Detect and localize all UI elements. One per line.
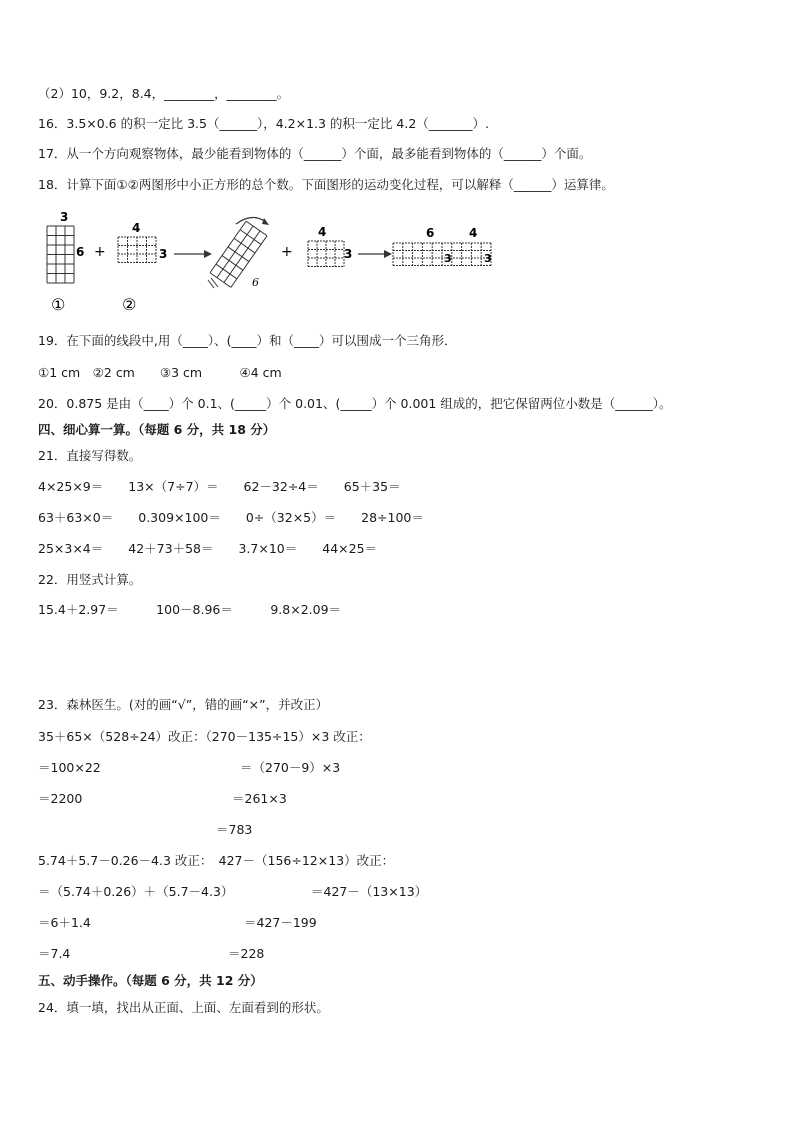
grid-4x3-b xyxy=(308,241,344,267)
text-line-l04: 18．计算下面①②两图形中小正方形的总个数。下面图形的运动变化过程，可以解释（______）运算律。 xyxy=(38,177,614,192)
text-line-l11: 63＋63×0＝ 0.309×100＝ 0÷（32×5）＝ 28÷100＝ xyxy=(38,510,424,525)
grid3-vline xyxy=(228,247,249,262)
grid4-side-label: 3 xyxy=(344,247,353,261)
grid1-top-label: 3 xyxy=(60,210,69,224)
plus-sign-1: + xyxy=(94,244,106,260)
text-line-l23: ＝（5.74＋0.26）＋（5.7－4.3） xyxy=(38,884,234,899)
text-line-l05: 19．在下面的线段中,用（____）、(____）和（____）可以围成一个三角形． xyxy=(38,333,457,348)
text-line-l17: ＝100×22 xyxy=(38,760,101,775)
grid3-vline xyxy=(234,238,255,253)
grid2-side-label: 3 xyxy=(159,247,168,261)
text-line-l19: ＝2200 xyxy=(38,791,83,806)
text-line-l07: 20．0.875 是由（____）个 0.1、(_____）个 0.01、(_____）个 0.001 组成的，把它保留两位小数是（______）。 xyxy=(38,396,672,411)
grid-3x6 xyxy=(47,226,74,283)
rotation-marks xyxy=(208,278,218,288)
text-line-l16: 35＋65×（528÷24）改正：（270－135÷15）×3 改正： xyxy=(38,729,371,744)
grid3-vline xyxy=(240,230,261,245)
grid3-vline xyxy=(222,256,243,271)
text-line-l15: 23．森林医生。(对的画“√”，错的画“×”，并改正） xyxy=(38,697,329,712)
text-line-l08: 四、细心算一算。（每题 6 分，共 18 分） xyxy=(38,422,276,437)
grid4-top-label: 4 xyxy=(318,225,327,239)
grid2-top-label: 4 xyxy=(132,221,141,235)
text-line-l27: ＝7.4 xyxy=(38,946,71,961)
combined-top-label-a: 6 xyxy=(426,226,435,240)
rotation-arrow-icon xyxy=(236,217,266,224)
rotation-arrow-head xyxy=(262,218,269,225)
arrow-1-head xyxy=(204,250,212,258)
text-line-l10: 4×25×9＝ 13×（7÷7）＝ 62－32÷4＝ 65＋35＝ xyxy=(38,479,401,494)
text-line-l03: 17．从一个方向观察物体，最少能看到物体的（______）个面，最多能看到物体的（______）个面。 xyxy=(38,146,592,161)
figure-question-18 xyxy=(38,210,518,320)
figure-label-1: ① xyxy=(51,295,66,314)
arrow-2-head xyxy=(384,250,392,258)
text-line-l28: ＝228 xyxy=(228,946,265,961)
text-line-l12: 25×3×4＝ 42＋73＋58＝ 3.7×10＝ 44×25＝ xyxy=(38,541,378,556)
text-line-l13: 22．用竖式计算。 xyxy=(38,572,142,587)
grid1-side-label: 6 xyxy=(76,245,85,259)
text-line-l24: ＝427－（13×13） xyxy=(311,884,428,899)
text-line-l30: 24．填一填，找出从正面、上面、左面看到的形状。 xyxy=(38,1000,329,1015)
text-line-l01: （2）10，9.2，8.4，________，________。 xyxy=(38,86,290,101)
grid3-vline xyxy=(216,264,237,279)
text-line-l25: ＝6＋1.4 xyxy=(38,915,91,930)
grid-4x3 xyxy=(118,237,156,263)
combined-top-label-b: 4 xyxy=(469,226,478,240)
text-line-l26: ＝427－199 xyxy=(244,915,317,930)
text-line-l09: 21．直接写得数。 xyxy=(38,448,142,463)
text-line-l02: 16．3.5×0.6 的积一定比 3.5（______），4.2×1.3 的积一定比 4.2（_______）. xyxy=(38,116,489,131)
grid3-hline xyxy=(231,236,267,288)
text-line-l29: 五、动手操作。（每题 6 分，共 12 分） xyxy=(38,973,263,988)
text-line-l18: ＝（270－9）×3 xyxy=(240,760,341,775)
grid3-hline xyxy=(224,231,260,283)
text-line-l14: 15.4＋2.97＝ 100－8.96＝ 9.8×2.09＝ xyxy=(38,602,342,617)
text-line-l21: ＝783 xyxy=(216,822,253,837)
figure-label-2: ② xyxy=(122,295,137,314)
rotated-grid-label: 6 xyxy=(252,276,259,289)
plus-sign-2: + xyxy=(281,244,293,260)
text-line-l22: 5.74＋5.7－0.26－4.3 改正： 427－（156÷12×13）改正： xyxy=(38,853,395,868)
text-line-l06: ①1 cm ②2 cm ③3 cm ④4 cm xyxy=(38,365,282,380)
combined-mid-label-b: 3 xyxy=(484,252,492,265)
grid3-hline xyxy=(217,226,253,278)
combined-grid xyxy=(393,243,491,266)
combined-mid-label-a: 3 xyxy=(444,252,452,265)
text-line-l20: ＝261×3 xyxy=(232,791,287,806)
grid3-hline xyxy=(210,221,246,273)
